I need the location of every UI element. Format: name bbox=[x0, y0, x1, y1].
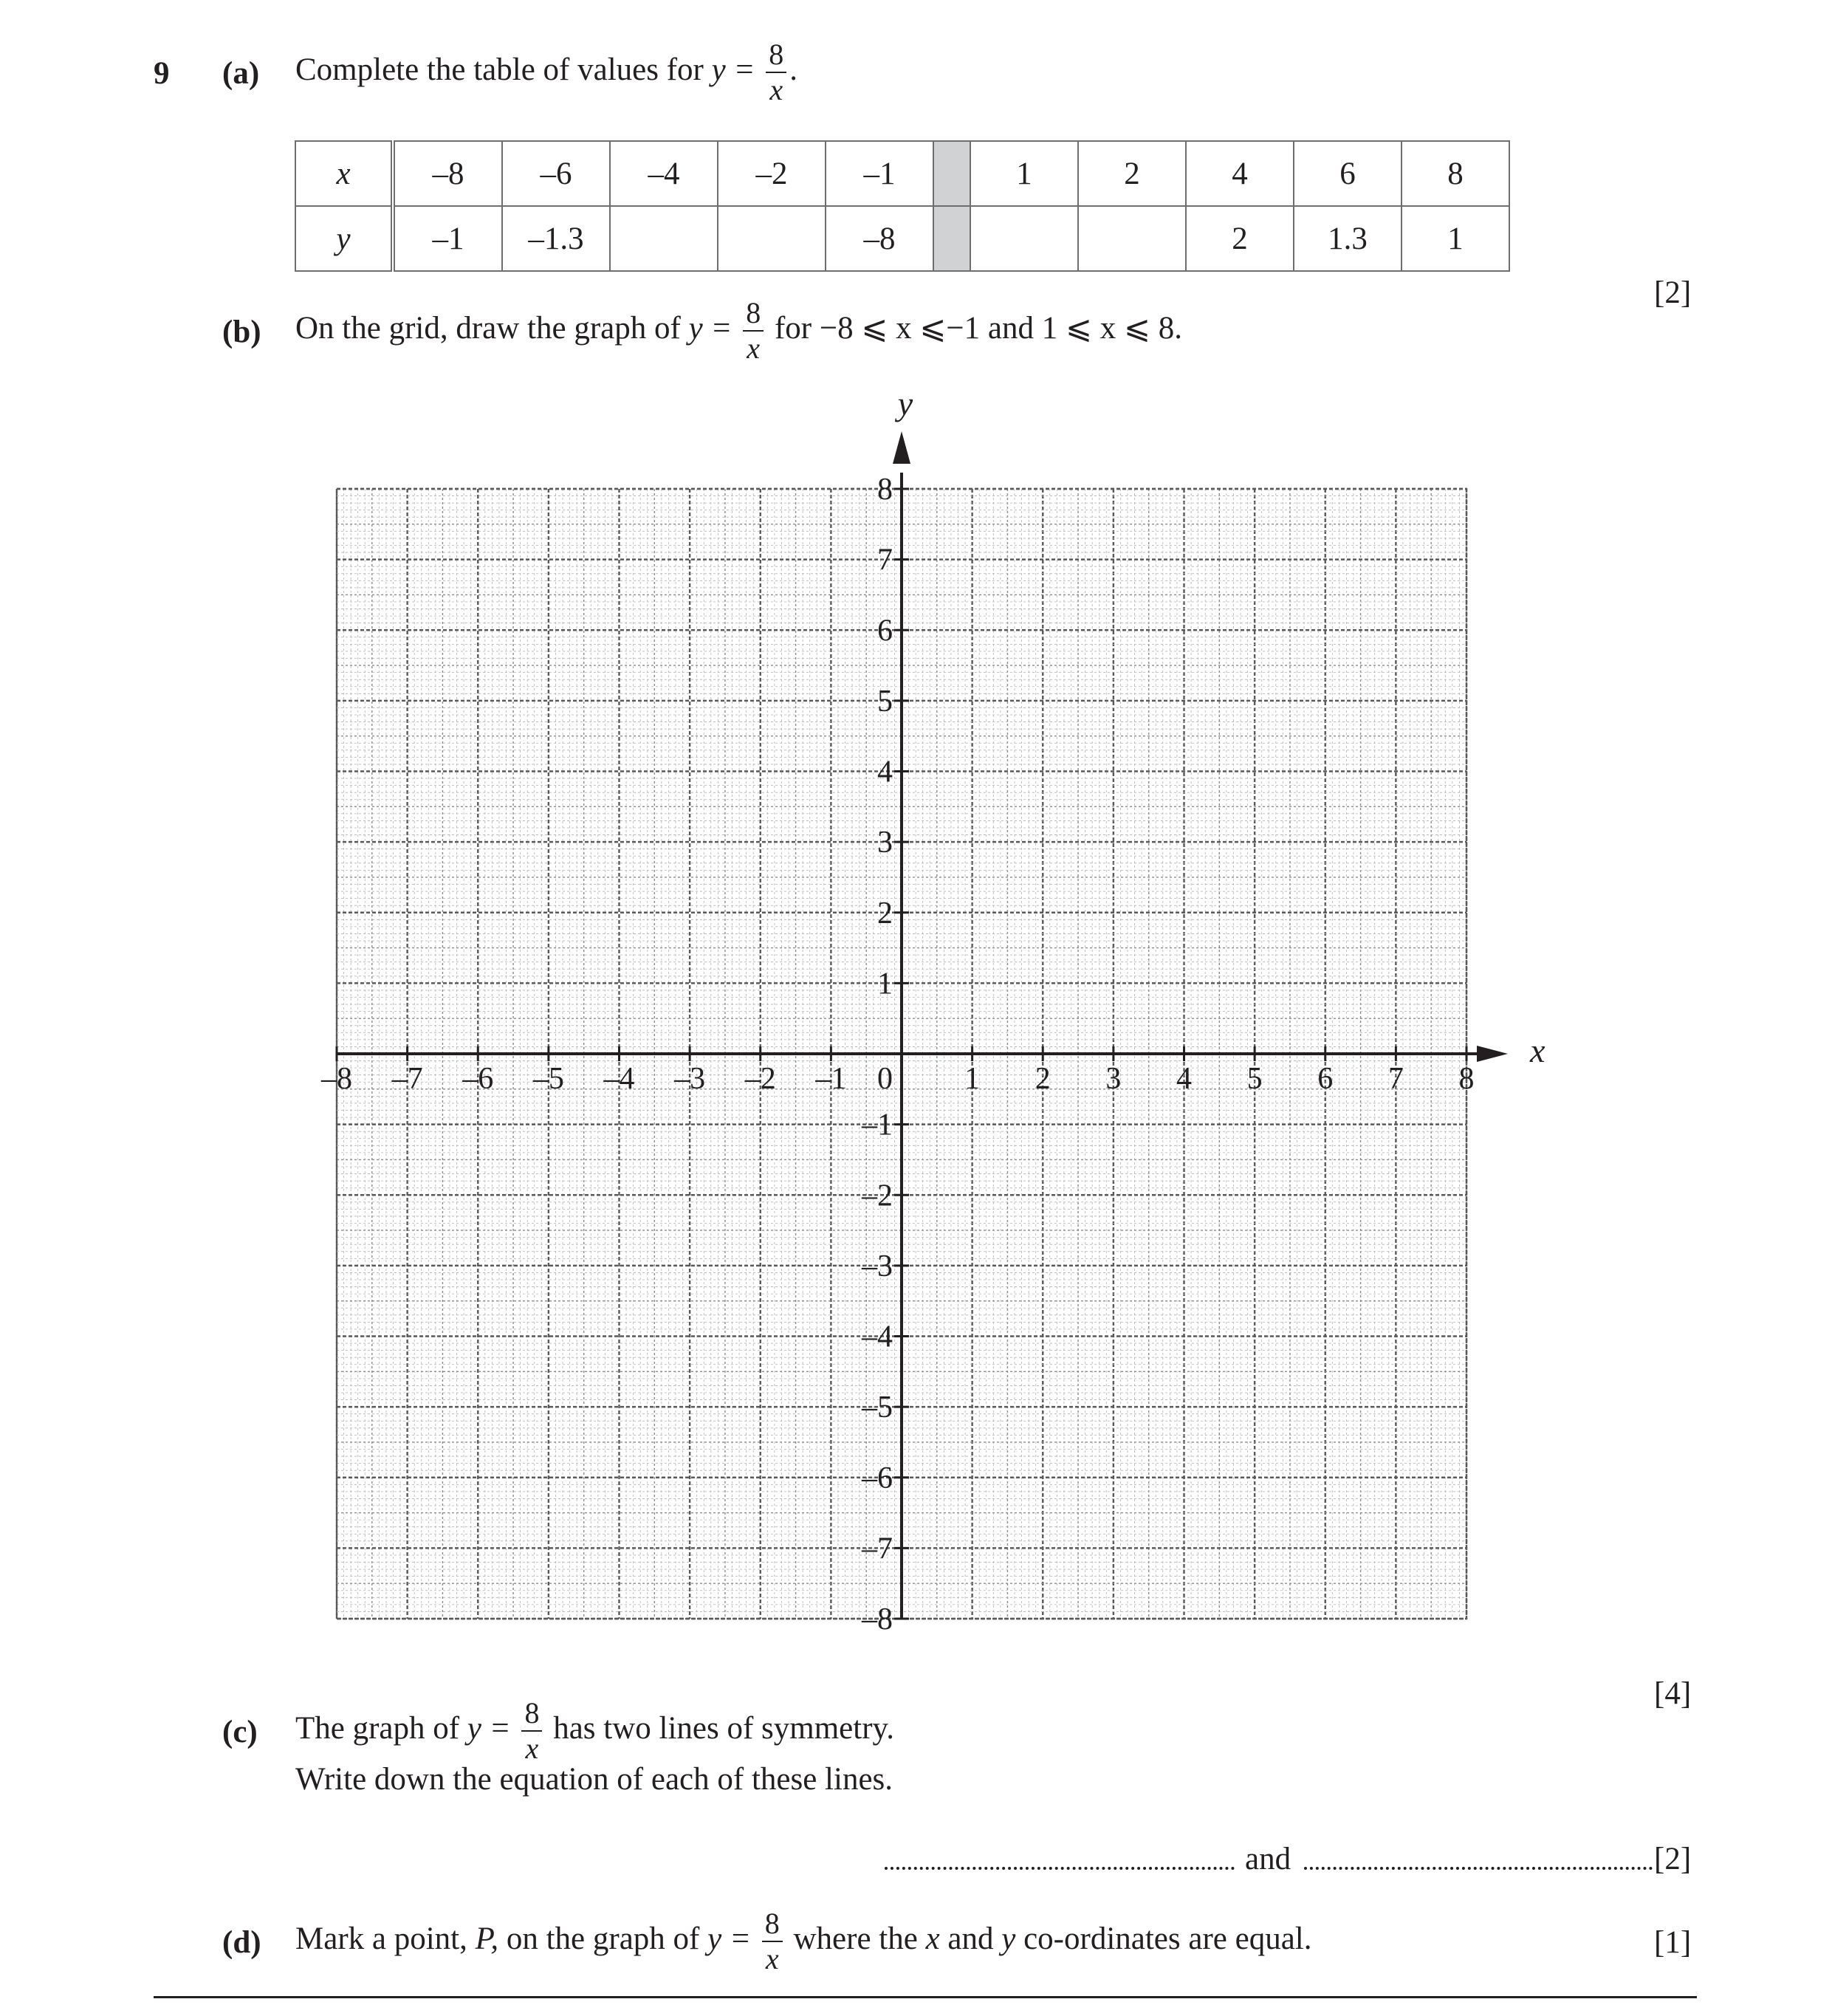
table-header-y: y bbox=[295, 206, 393, 271]
part-c-marks: [2] bbox=[1654, 1842, 1692, 1876]
part-d-equation-lhs: y = bbox=[707, 1921, 751, 1956]
x-tick-label: –5 bbox=[532, 1062, 564, 1096]
part-b-label: (b) bbox=[222, 315, 261, 349]
table-cell: 1 bbox=[970, 141, 1078, 206]
x-tick-label: 4 bbox=[1176, 1062, 1192, 1096]
table-cell: 8 bbox=[1402, 141, 1509, 206]
x-tick-label: –8 bbox=[321, 1062, 352, 1096]
y-tick-label: –7 bbox=[862, 1532, 893, 1566]
table-cell: –1 bbox=[826, 141, 933, 206]
table-cell: 6 bbox=[1294, 141, 1402, 206]
y-tick-label: –3 bbox=[862, 1249, 893, 1283]
x-tick-label: 1 bbox=[964, 1062, 981, 1096]
x-axis-arrow bbox=[1477, 1046, 1508, 1062]
part-b-marks: [4] bbox=[1654, 1676, 1692, 1711]
table-cell: –6 bbox=[502, 141, 610, 206]
y-tick-label: –8 bbox=[862, 1602, 893, 1636]
answer-line-1[interactable] bbox=[885, 1859, 1235, 1870]
part-b-equation-lhs: y = bbox=[688, 310, 733, 346]
y-tick-label: 7 bbox=[877, 543, 893, 577]
y-tick-label: –6 bbox=[862, 1461, 893, 1495]
x-tick-label: –1 bbox=[815, 1062, 847, 1096]
y-tick-label: 4 bbox=[877, 755, 893, 789]
table-cell: 4 bbox=[1186, 141, 1294, 206]
x-tick-label: –4 bbox=[603, 1062, 635, 1096]
origin-label: 0 bbox=[877, 1062, 893, 1096]
y-tick-label: –4 bbox=[862, 1320, 893, 1354]
x-tick-label: –6 bbox=[462, 1062, 494, 1096]
x-tick-label: 3 bbox=[1105, 1062, 1122, 1096]
table-cell: 1 bbox=[1402, 206, 1509, 271]
y-tick-label: 8 bbox=[877, 473, 893, 507]
page-divider bbox=[154, 1996, 1697, 1998]
table-cell: 2 bbox=[1078, 141, 1186, 206]
part-d-marks: [1] bbox=[1654, 1925, 1692, 1960]
table-cell: –2 bbox=[718, 141, 826, 206]
table-header-x: x bbox=[295, 141, 393, 206]
part-a-marks: [2] bbox=[1654, 275, 1692, 310]
y-tick-label: 2 bbox=[877, 896, 893, 930]
x-tick-label: 5 bbox=[1246, 1062, 1263, 1096]
answer-join: and bbox=[1245, 1842, 1291, 1876]
x-axis-label: x bbox=[1530, 1032, 1545, 1069]
y-tick-label: 3 bbox=[877, 826, 893, 860]
x-tick-label: –7 bbox=[391, 1062, 423, 1096]
y-tick-label: 6 bbox=[877, 614, 893, 648]
point-p: P, bbox=[475, 1921, 499, 1956]
part-c-fraction: $\frac{8}{x}$ bbox=[521, 1698, 542, 1763]
part-b-condition: for −8 ⩽ x ⩽−1 and 1 ⩽ x ⩽ 8. bbox=[774, 310, 1183, 346]
part-a-fraction: $\frac{8}{x}$ bbox=[766, 40, 786, 105]
table-cell: –4 bbox=[610, 141, 718, 206]
part-c-equation-lhs: y = bbox=[467, 1710, 511, 1746]
table-cell: –1.3 bbox=[502, 206, 610, 271]
part-c-instruction: Write down the equation of each of these lines. bbox=[295, 1762, 893, 1797]
x-tick-label: –2 bbox=[744, 1062, 776, 1096]
part-a-label: (a) bbox=[222, 56, 260, 91]
x-tick-label: 7 bbox=[1387, 1062, 1404, 1096]
table-cell: –8 bbox=[393, 141, 502, 206]
part-c-text: The graph of bbox=[295, 1710, 460, 1746]
x-tick-label: 2 bbox=[1035, 1062, 1051, 1096]
table-cell: 1.3 bbox=[1294, 206, 1402, 271]
part-b-fraction: $\frac{8}{x}$ bbox=[743, 298, 764, 363]
y-axis-label: y bbox=[897, 385, 913, 422]
part-a-prompt: Complete the table of values for y = $\frac{8}{x}$ . bbox=[295, 38, 797, 106]
x-tick-label: 6 bbox=[1317, 1062, 1334, 1096]
y-tick-label: –2 bbox=[862, 1179, 893, 1213]
y-tick-label: 5 bbox=[877, 684, 893, 719]
y-tick-label: 1 bbox=[877, 967, 893, 1001]
part-d-prompt: Mark a point, P, on the graph of y = $\frac{8}{x}$ where the x and y co-ordinates are equal. bbox=[295, 1907, 1312, 1975]
part-c-label: (c) bbox=[222, 1715, 258, 1749]
part-b-text: On the grid, draw the graph of bbox=[295, 310, 681, 346]
y-tick-label: –5 bbox=[862, 1391, 893, 1425]
answer-line-2[interactable] bbox=[1304, 1859, 1653, 1870]
x-tick-label: –3 bbox=[674, 1062, 706, 1096]
table-cell: 2 bbox=[1186, 206, 1294, 271]
part-a-equation-lhs: y = bbox=[711, 52, 755, 87]
y-tick-label: –1 bbox=[862, 1108, 893, 1142]
question-number: 9 bbox=[154, 56, 170, 91]
part-d-label: (d) bbox=[222, 1925, 261, 1960]
part-d-fraction: $\frac{8}{x}$ bbox=[762, 1909, 783, 1974]
y-axis-arrow bbox=[893, 431, 910, 464]
part-c-prompt: The graph of y = $\frac{8}{x}$ has two lines of symmetry. bbox=[295, 1696, 894, 1765]
part-a-text: Complete the table of values for bbox=[295, 52, 704, 87]
table-cell: –8 bbox=[826, 206, 933, 271]
table-cell: –1 bbox=[393, 206, 502, 271]
x-tick-label: 8 bbox=[1458, 1062, 1475, 1096]
